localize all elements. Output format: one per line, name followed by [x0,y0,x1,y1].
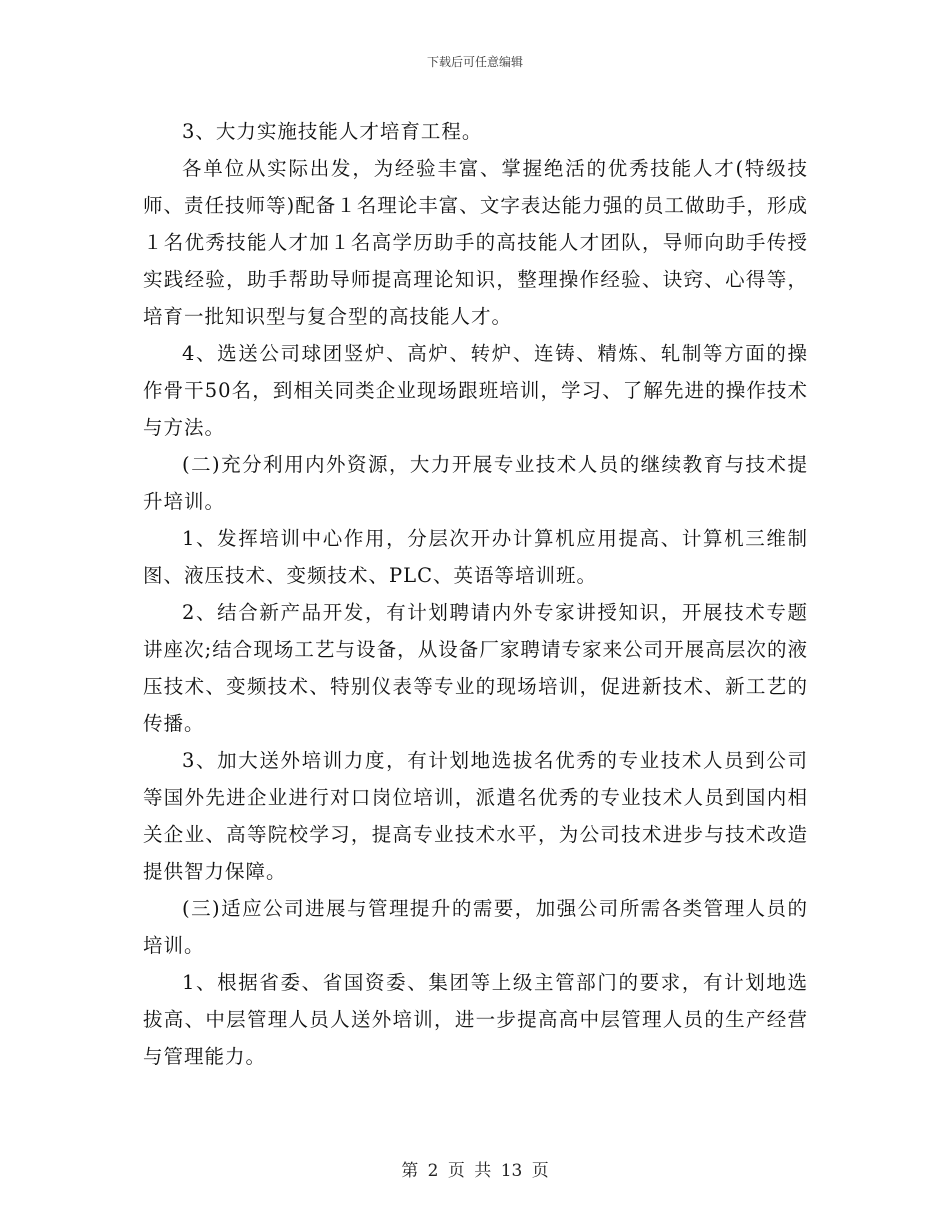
paragraph: 3、加大送外培训力度，有计划地选拔名优秀的专业技术人员到公司等国外先进企业进行对口岗位培训，派遣名优秀的专业技术人员到国内相关企业、高等院校学习，提高专业技术水平，为公司技术进步与技术改造提供智力保障。 [143,749,808,883]
paragraph: 1、发挥培训中心作用，分层次开办计算机应用提高、计算机三维制图、液压技术、变频技术、PLC、英语等培训班。 [143,527,808,587]
paragraph: (三)适应公司进展与管理提升的需要，加强公司所需各类管理人员的培训。 [143,897,808,957]
page-header: 下载后可任意编辑 [426,55,523,69]
document-body [143,113,808,1075]
paragraph: 4、选送公司球团竖炉、高炉、转炉、连铸、精炼、轧制等方面的操作骨干50名，到相关同类企业现场跟班培训，学习、了解先进的操作技术与方法。 [143,342,808,439]
paragraph: 各单位从实际出发，为经验丰富、掌握绝活的优秀技能人才(特级技师、责任技师等)配备１名理论丰富、文字表达能力强的员工做助手，形成１名优秀技能人才加１名高学历助手的高技能人才团队，导师向助手传授实践经验，助手帮助导师提高理论知识，整理操作经验、诀窍、心得等，培育一批知识型与复合型的高技能人才。 [143,157,808,328]
paragraph: 3、大力实施技能人才培育工程。 [182,120,483,143]
paragraph: 2、结合新产品开发，有计划聘请内外专家讲授知识，开展技术专题讲座次;结合现场工艺与设备，从设备厂家聘请专家来公司开展高层次的液压技术、变频技术、特别仪表等专业的现场培训，促进新技术、新工艺的传播。 [143,601,808,735]
page-number-footer: 第 2 页 共 13 页 [401,1161,549,1181]
paragraph: 1、根据省委、省国资委、集团等上级主管部门的要求，有计划地选拔高、中层管理人员人送外培训，进一步提高高中层管理人员的生产经营与管理能力。 [143,971,808,1068]
paragraph: (二)充分利用内外资源，大力开展专业技术人员的继续教育与技术提升培训。 [143,453,808,513]
